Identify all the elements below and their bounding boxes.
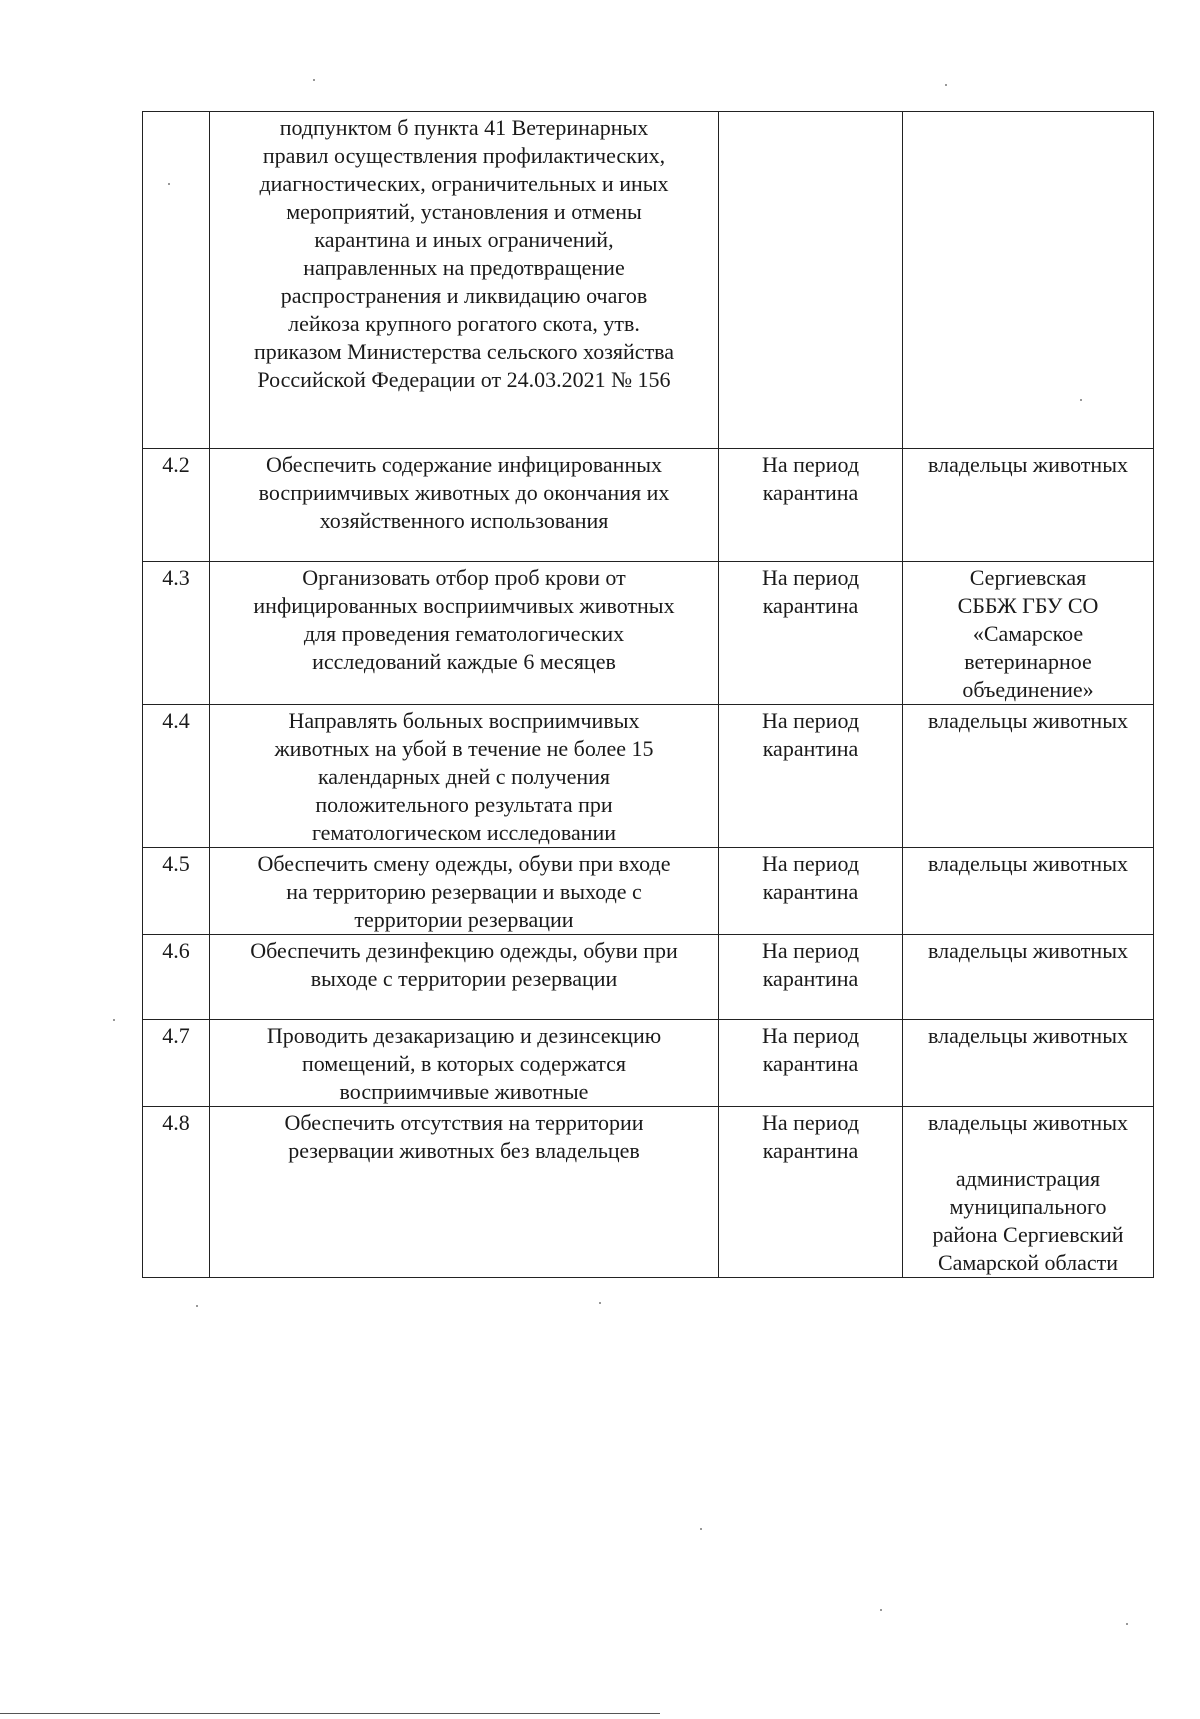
scan-speck: [945, 84, 947, 86]
scan-speck: [313, 79, 315, 81]
table-row: [143, 935, 1154, 1020]
scan-speck: [113, 1019, 115, 1021]
term-cell: На период карантина: [719, 449, 903, 562]
table-row: [143, 705, 1154, 848]
scan-edge-line: [0, 1713, 660, 1714]
scan-speck: [880, 1609, 882, 1611]
row-number-cell: 4.8: [143, 1107, 210, 1278]
measure-cell: Проводить дезакаризацию и дезинсекцию помещений, в которых содержатся восприимчивые животные: [210, 1020, 719, 1107]
responsible-cell: [903, 848, 1154, 935]
measures-table: [142, 111, 1154, 1278]
measure-cell: Организовать отбор проб крови от инфицированных восприимчивых животных для проведения гематологических исследований каждые 6 месяцев: [210, 562, 719, 705]
row-number-cell: [143, 112, 210, 449]
measure-cell: подпунктом б пункта 41 Ветеринарных правил осуществления профилактических, диагностических, ограничительных и иных мероприятий, установления и отмены карантина и иных ограничений, направленных на предотвращение распространения и ликвидацию очагов лейкоза крупного рогатого скота, утв. приказом Министерства сельского хозяйства Российской Федерации от 24.03.2021 № 156: [210, 112, 719, 449]
row-number-cell: 4.7: [143, 1020, 210, 1107]
row-number-cell: 4.6: [143, 935, 210, 1020]
responsible-party: владельцы животных: [928, 1023, 1128, 1048]
responsible-cell: [903, 705, 1154, 848]
responsible-party: администрация муниципального района Сергиевский Самарской области: [932, 1166, 1124, 1275]
responsible-cell: [903, 112, 1154, 449]
measure-cell: Обеспечить содержание инфицированных восприимчивых животных до окончания их хозяйственного использования: [210, 449, 719, 562]
responsible-cell: [903, 1020, 1154, 1107]
responsible-party: владельцы животных: [928, 452, 1128, 477]
measure-cell: Обеспечить отсутствия на территории резервации животных без владельцев: [210, 1107, 719, 1278]
scan-speck: [168, 183, 170, 185]
table-row: [143, 112, 1154, 449]
responsible-cell: [903, 1107, 1154, 1278]
scan-speck: [599, 1302, 601, 1304]
responsible-party: владельцы животных: [928, 708, 1128, 733]
row-number-cell: 4.4: [143, 705, 210, 848]
table-row: [143, 449, 1154, 562]
term-cell: На период карантина: [719, 1020, 903, 1107]
scan-speck: [700, 1528, 702, 1530]
responsible-cell: [903, 935, 1154, 1020]
table-row: [143, 1107, 1154, 1278]
responsible-cell: [903, 449, 1154, 562]
row-number-cell: 4.3: [143, 562, 210, 705]
term-cell: На период карантина: [719, 1107, 903, 1278]
term-cell: На период карантина: [719, 562, 903, 705]
term-cell: На период карантина: [719, 935, 903, 1020]
responsible-party: владельцы животных: [928, 938, 1128, 963]
row-number-cell: 4.5: [143, 848, 210, 935]
table-row: [143, 848, 1154, 935]
table-row: [143, 1020, 1154, 1107]
term-cell: На период карантина: [719, 848, 903, 935]
responsible-party: владельцы животных: [928, 1110, 1128, 1135]
scan-speck: [196, 1305, 198, 1307]
measure-cell: Направлять больных восприимчивых животных на убой в течение не более 15 календарных дней с получения положительного результата при гематологическом исследовании: [210, 705, 719, 848]
responsible-party: владельцы животных: [928, 851, 1128, 876]
row-number-cell: 4.2: [143, 449, 210, 562]
measure-cell: Обеспечить смену одежды, обуви при входе на территорию резервации и выходе с территории резервации: [210, 848, 719, 935]
measure-cell: Обеспечить дезинфекцию одежды, обуви при выходе с территории резервации: [210, 935, 719, 1020]
term-cell: [719, 112, 903, 449]
scan-speck: [1126, 1623, 1128, 1625]
table-row: [143, 562, 1154, 705]
scan-speck: [1080, 399, 1082, 401]
responsible-cell: [903, 562, 1154, 705]
responsible-party: Сергиевская СББЖ ГБУ СО «Самарское ветеринарное объединение»: [957, 565, 1099, 702]
term-cell: На период карантина: [719, 705, 903, 848]
spacer: [907, 1137, 1149, 1165]
